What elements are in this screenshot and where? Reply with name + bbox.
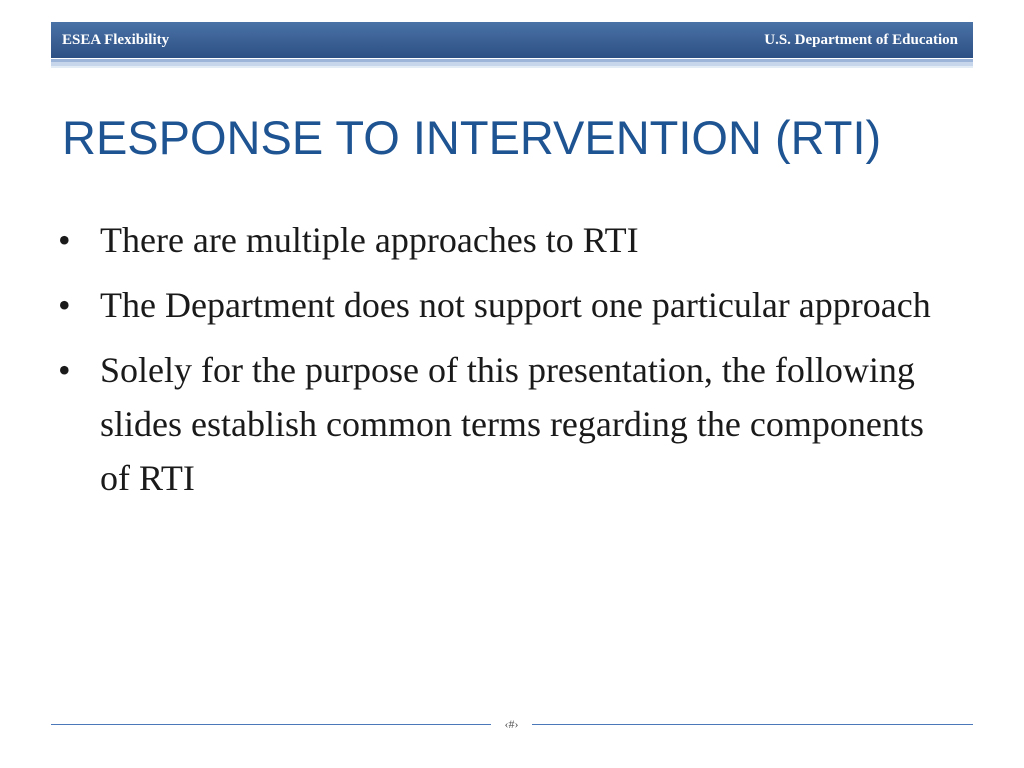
page-number: ‹#› (504, 717, 519, 731)
footer-divider-right (532, 724, 973, 725)
bullet-item (58, 213, 958, 267)
bullet-icon: • (58, 285, 71, 325)
bullet-item (58, 343, 958, 505)
header-right-label: U.S. Department of Education (764, 32, 958, 48)
bullet-text: Solely for the purpose of this presentation, the following slides establish common terms regarding the components of RTI (100, 350, 924, 498)
bullet-list (58, 213, 958, 516)
header-stripe (51, 66, 973, 68)
bullet-text: The Department does not support one particular approach (100, 285, 931, 325)
bullet-item (58, 278, 958, 332)
bullet-icon: • (58, 350, 71, 390)
bullet-icon: • (58, 220, 71, 260)
footer-divider-left (51, 724, 491, 725)
slide-title: RESPONSE TO INTERVENTION (RTI) (62, 111, 882, 164)
header-left-label: ESEA Flexibility (62, 32, 170, 48)
bullet-text: There are multiple approaches to RTI (100, 220, 639, 260)
